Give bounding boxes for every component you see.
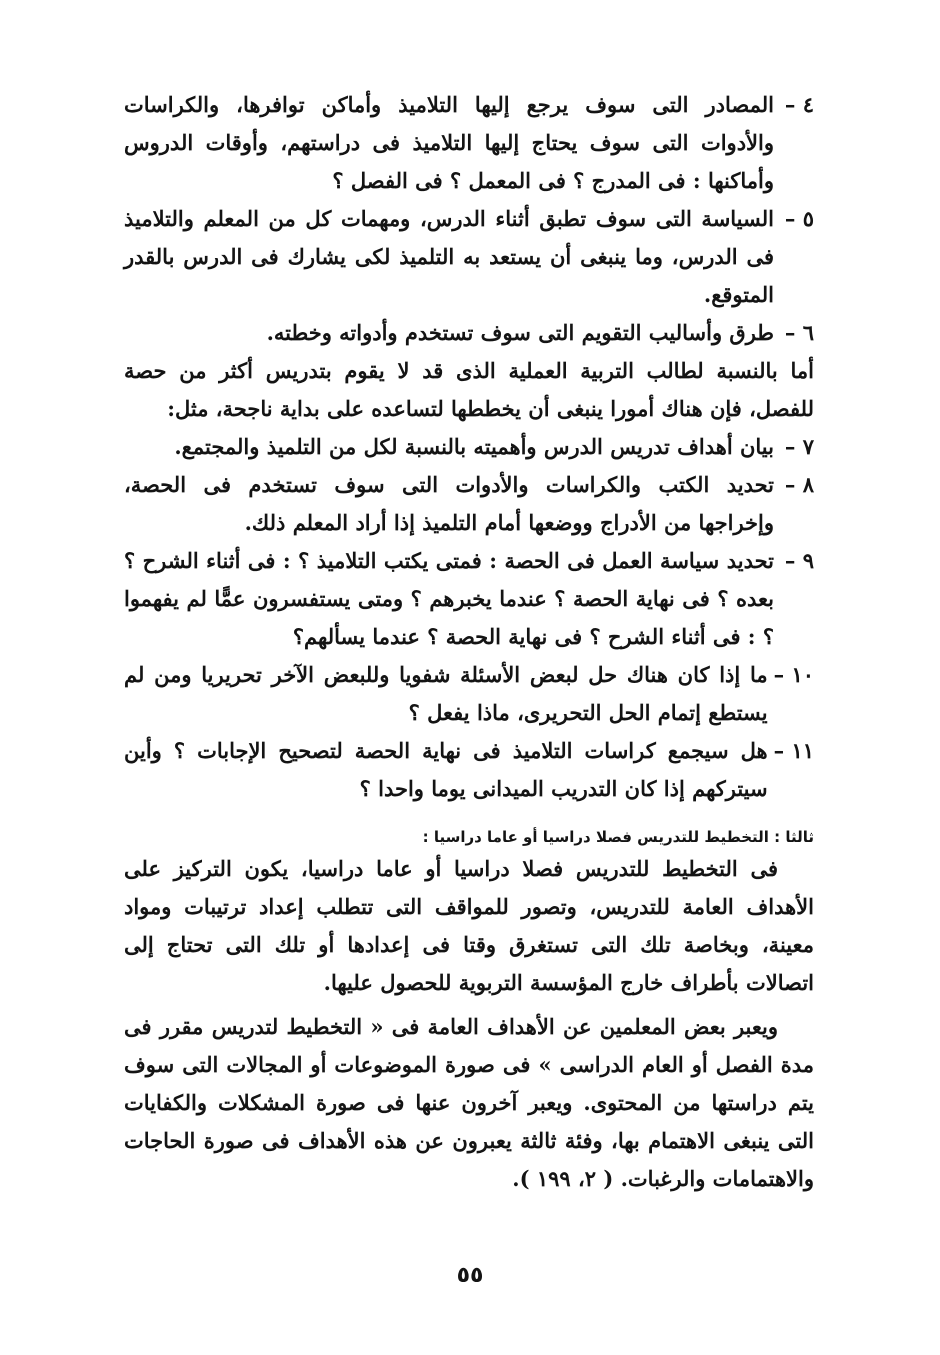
list-item-number: ٧ – xyxy=(784,434,814,459)
list-item-4 xyxy=(124,86,814,200)
list-item-5 xyxy=(124,200,814,314)
list-item-number: ٩ – xyxy=(784,548,814,573)
list-item-text: تحديد الكتب والكراسات والأدوات التى سوف تستخدم فى الحصة، وإخراجها من الأدراج ووضعها أمام التلميذ إذا أراد المعلم ذلك. xyxy=(124,472,774,535)
list-item-text: بيان أهداف تدريس الدرس وأهميته بالنسبة لكل من التلميذ والمجتمع. xyxy=(174,434,774,459)
page-number: ٥٥ xyxy=(456,1263,484,1288)
list-item-text: طرق وأساليب التقويم التى سوف تستخدم وأدواته وخطته. xyxy=(266,320,774,345)
list-item-text: هل سيجمع كراسات التلاميذ فى نهاية الحصة لتصحيح الإجابات ؟ وأين سيتركهم إذا كان التدريب الميدانى يوما واحدا ؟ xyxy=(124,738,768,801)
list-item-6 xyxy=(124,314,814,352)
page-body xyxy=(124,86,814,1198)
list-item-number: ٨ – xyxy=(784,472,814,497)
list-item-number: ٥ – xyxy=(784,206,814,231)
list-item-7 xyxy=(124,428,814,466)
list-item-10 xyxy=(124,656,814,732)
list-item-text: ما إذا كان هناك حل لبعض الأسئلة شفويا وللبعض الآخر تحريريا ومن لم يستطع إتمام الحل التحريرى، ماذا يفعل ؟ xyxy=(124,662,768,725)
list-item-number: ٤ – xyxy=(784,92,814,117)
section-paragraph: ويعبر بعض المعلمين عن الأهداف العامة فى « التخطيط لتدريس مقرر فى مدة الفصل أو العام الدراسى » فى صورة الموضوعات أو المجالات التى سوف يتم دراستها من المحتوى. ويعبر آخرون عنها فى صورة المشكلات والكفايات التى ينبغى الاهتمام بها، وفئة ثالثة يعبرون عن هذه الأهداف فى صورة الحاجات والاهتمامات والرغبات. ( ٢، ١٩٩ ). xyxy=(124,1014,814,1191)
intro-paragraph: أما بالنسبة لطالب التربية العملية الذى قد لا يقوم بتدريس أكثر من حصة للفصل، فإن هناك أمورا ينبغى أن يخططها لتساعده على بداية ناجحة، مثل: xyxy=(124,358,814,421)
section-heading: ثالثا : التخطيط للتدريس فصلا دراسيا أو عاما دراسيا : xyxy=(422,828,814,846)
list-item-text: تحديد سياسة العمل فى الحصة : فمتى يكتب التلاميذ ؟ : فى أثناء الشرح ؟ بعده ؟ فى نهاية الحصة ؟ عندما يخبرهم ؟ ومتى يستفسرون عمًّا لم يفهموا ؟ : فى أثناء الشرح ؟ فى نهاية الحصة ؟ عندما يسألهم؟ xyxy=(124,548,774,649)
section-paragraph: فى التخطيط للتدريس فصلا دراسيا أو عاما دراسيا، يكون التركيز على الأهداف العامة للتدريس، وتصور للمواقف التى تتطلب إعداد ترتيبات ومواد معينة، وبخاصة تلك التى تستغرق وقتا فى إعدادها أو تلك التى تحتاج إلى اتصالات بأطراف خارج المؤسسة التربوية للحصول عليها. xyxy=(124,856,814,995)
list-item-number: ١١ – xyxy=(773,738,814,763)
list-item-number: ١٠ – xyxy=(773,662,814,687)
list-item-text: المصادر التى سوف يرجع إليها التلاميذ وأماكن توافرها، والكراسات والأدوات التى سوف يحتاج إليها التلاميذ فى دراستهم، وأوقات الدروس وأماكنها : فى المدرج ؟ فى المعمل ؟ فى الفصل ؟ xyxy=(124,92,774,193)
list-item-text: السياسة التى سوف تطبق أثناء الدرس، ومهمات كل من المعلم والتلاميذ فى الدرس، وما ينبغى أن يستعد به التلميذ لكى يشارك فى الدرس بالقدر المتوقع. xyxy=(124,206,774,307)
list-item-11 xyxy=(124,732,814,808)
list-item-8 xyxy=(124,466,814,542)
list-item-number: ٦ – xyxy=(784,320,814,345)
list-item-9 xyxy=(124,542,814,656)
